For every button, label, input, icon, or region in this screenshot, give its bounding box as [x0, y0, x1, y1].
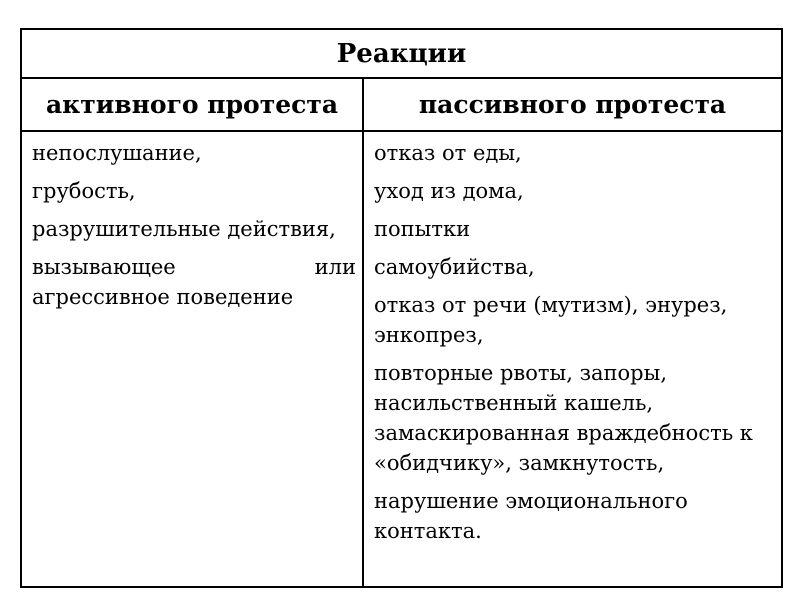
cell-active-protest: [21, 131, 363, 587]
cell-paragraph: [374, 486, 775, 546]
table-title: Реакции: [21, 29, 782, 78]
cell-line: попытки: [374, 217, 471, 241]
cell-line: уход из дома,: [374, 179, 524, 203]
reactions-table: [20, 28, 783, 588]
cell-line: отказ от речи (мутизм), энурез,: [374, 293, 728, 317]
cell-paragraph: [374, 252, 775, 282]
cell-line: непослушание,: [32, 141, 202, 165]
cell-paragraph: [374, 138, 775, 168]
cell-paragraph: [32, 138, 356, 168]
cell-line: замаскированная враждебность к: [374, 421, 753, 445]
cell-paragraph: [374, 214, 775, 244]
cell-line: агрессивное поведение: [32, 285, 294, 309]
cell-line: энкопрез,: [374, 323, 484, 347]
cell-passive-protest: [363, 131, 782, 587]
cell-paragraph: [374, 290, 775, 350]
cell-line: «обидчику», замкнутость,: [374, 451, 665, 475]
cell-paragraph: [32, 252, 356, 312]
cell-paragraph: [374, 358, 775, 478]
cell-line: повторные рвоты, запоры,: [374, 361, 668, 385]
cell-line: нарушение эмоционального: [374, 489, 688, 513]
cell-line: контакта.: [374, 519, 482, 543]
cell-line: разрушительные действия,: [32, 217, 336, 241]
cell-line: насильственный кашель,: [374, 391, 654, 415]
cell-line: самоубийства,: [374, 255, 535, 279]
cell-line: отказ от еды,: [374, 141, 522, 165]
column-header-passive-protest: пассивного протеста: [363, 78, 782, 131]
cell-line: грубость,: [32, 179, 136, 203]
column-header-active-protest: активного протеста: [21, 78, 363, 131]
cell-paragraph: [374, 176, 775, 206]
cell-paragraph: [32, 214, 356, 244]
cell-paragraph: [32, 176, 356, 206]
cell-line: вызывающее или: [32, 255, 356, 279]
